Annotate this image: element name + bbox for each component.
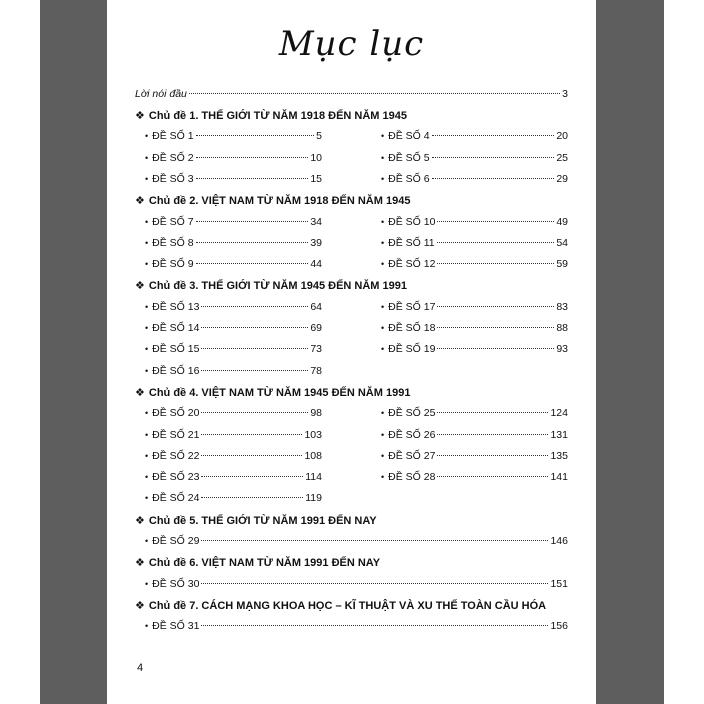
- toc-entry-page: 131: [550, 428, 568, 441]
- dot-leader: [201, 583, 548, 584]
- dot-leader: [196, 263, 309, 264]
- dot-leader: [432, 157, 555, 158]
- dot-leader: [201, 497, 303, 498]
- bullet-icon: •: [381, 450, 385, 461]
- bullet-icon: •: [381, 131, 385, 142]
- bullet-icon: •: [381, 259, 385, 270]
- dot-leader: [201, 327, 308, 328]
- dot-leader: [437, 263, 554, 264]
- bullet-icon: •: [145, 429, 149, 440]
- toc-topic-label: Chủ đề 1. THẾ GIỚI TỪ NĂM 1918 ĐẾN NĂM 1945: [148, 110, 407, 122]
- dot-leader: [437, 412, 548, 413]
- toc-entry[interactable]: [381, 450, 568, 462]
- bullet-icon: •: [145, 301, 149, 312]
- dot-leader: [437, 242, 555, 243]
- bullet-icon: •: [381, 323, 385, 333]
- toc-entry-label: ĐỀ SỐ 1: [152, 130, 194, 143]
- toc-entry-label: ĐỀ SỐ 23: [152, 471, 200, 484]
- bullet-icon: •: [381, 237, 385, 248]
- toc-topic-heading[interactable]: [135, 109, 407, 122]
- toc-entry-page: 64: [310, 300, 322, 313]
- toc-entry-label: ĐỀ SỐ 25: [388, 407, 436, 420]
- right-margin: [596, 0, 664, 704]
- toc-entry-page: 135: [550, 449, 568, 462]
- dot-leader: [437, 476, 548, 477]
- toc-topic-label: Chủ đề 7. CÁCH MẠNG KHOA HỌC – KĨ THUẬT VÀ XU THẾ TOÀN CẦU HÓA: [148, 599, 547, 612]
- toc-entry[interactable]: [381, 343, 568, 355]
- toc-entry[interactable]: [381, 152, 568, 164]
- toc-entry-page: 25: [556, 151, 568, 164]
- toc-entry-page: 15: [310, 172, 322, 185]
- toc-entry-page: 146: [550, 535, 568, 547]
- toc-entry[interactable]: [381, 301, 568, 313]
- bullet-icon: •: [381, 216, 385, 227]
- bullet-icon: •: [145, 323, 149, 333]
- toc-entry-label: ĐỀ SỐ 22: [152, 449, 200, 462]
- dot-leader: [432, 135, 555, 136]
- toc-entry[interactable]: [145, 216, 322, 228]
- dot-leader: [437, 327, 554, 328]
- toc-topic-label: Chủ đề 6. VIỆT NAM TỪ NĂM 1991 ĐẾN NAY: [148, 557, 381, 570]
- toc-topic-label: Chủ đề 5. THẾ GIỚI TỪ NĂM 1991 ĐẾN NAY: [148, 514, 377, 527]
- page-number: 4: [137, 662, 144, 674]
- diamond-bullet-icon: ❖: [135, 195, 145, 208]
- diamond-bullet-icon: ❖: [135, 110, 145, 122]
- dot-leader: [189, 93, 560, 94]
- bullet-icon: •: [145, 408, 149, 419]
- toc-entry-label: ĐỀ SỐ 31: [152, 620, 200, 633]
- toc-entry-page: 119: [305, 492, 322, 505]
- bullet-icon: •: [145, 237, 149, 248]
- toc-topic-label: Chủ đề 2. VIỆT NAM TỪ NĂM 1918 ĐẾN NĂM 1945: [148, 195, 411, 208]
- toc-entry-page: 114: [305, 471, 322, 484]
- toc-entry[interactable]: [381, 258, 568, 270]
- bullet-icon: •: [145, 259, 149, 270]
- toc-entry[interactable]: [145, 450, 322, 462]
- dot-leader: [196, 135, 315, 136]
- toc-entry-page: 34: [310, 215, 322, 228]
- toc-entry-label: ĐỀ SỐ 15: [152, 343, 200, 356]
- toc-entry-label: ĐỀ SỐ 26: [388, 428, 436, 441]
- toc-entry-page: 141: [550, 471, 568, 484]
- toc-topic-label: Chủ đề 4. VIỆT NAM TỪ NĂM 1945 ĐẾN NĂM 1991: [148, 386, 411, 399]
- book-page: [107, 0, 596, 704]
- toc-foreword-label: Lời nói đầu: [135, 88, 187, 100]
- toc-entry-page: 93: [556, 343, 568, 356]
- toc-entry-page: 5: [316, 130, 322, 143]
- toc-entry[interactable]: [145, 301, 322, 313]
- toc-entry[interactable]: [145, 535, 568, 547]
- toc-entry-label: ĐỀ SỐ 4: [388, 130, 430, 143]
- bullet-icon: •: [381, 429, 385, 440]
- bullet-icon: •: [145, 216, 149, 227]
- diamond-bullet-icon: ❖: [135, 514, 145, 527]
- bullet-icon: •: [145, 493, 149, 504]
- left-margin: [40, 0, 107, 704]
- toc-entry[interactable]: [381, 471, 568, 483]
- toc-entry-page: 103: [304, 428, 322, 441]
- toc-entry-label: ĐỀ SỐ 30: [152, 577, 200, 590]
- toc-entry[interactable]: [381, 130, 568, 142]
- toc-entry[interactable]: [381, 322, 568, 334]
- bullet-icon: •: [145, 152, 149, 163]
- toc-entry-label: ĐỀ SỐ 18: [388, 322, 436, 334]
- toc-entry[interactable]: [145, 620, 568, 632]
- toc-entry-page: 88: [556, 322, 568, 334]
- toc-topic-heading[interactable]: [135, 556, 380, 569]
- dot-leader: [196, 221, 309, 222]
- toc-topic-heading[interactable]: [135, 514, 377, 527]
- toc-entry-label: ĐỀ SỐ 5: [388, 151, 430, 164]
- bullet-icon: •: [381, 408, 385, 419]
- toc-entry-page: 54: [556, 236, 568, 249]
- toc-entry-label: ĐỀ SỐ 14: [152, 322, 200, 334]
- toc-entry[interactable]: [145, 407, 322, 419]
- toc-entry[interactable]: [381, 429, 568, 441]
- toc-foreword[interactable]: [135, 88, 568, 100]
- toc-entry-page: 83: [556, 300, 568, 313]
- toc-entry-label: ĐỀ SỐ 11: [388, 236, 435, 249]
- toc-entry-page: 10: [310, 151, 322, 164]
- dot-leader: [437, 455, 548, 456]
- bullet-icon: •: [145, 578, 149, 589]
- bullet-icon: •: [145, 472, 149, 483]
- toc-entry-label: ĐỀ SỐ 27: [388, 449, 436, 462]
- dot-leader: [201, 412, 308, 413]
- diamond-bullet-icon: ❖: [135, 280, 145, 293]
- toc-entry-label: ĐỀ SỐ 10: [388, 215, 436, 228]
- toc-entry[interactable]: [381, 216, 568, 228]
- bullet-icon: •: [145, 131, 149, 142]
- toc-entry[interactable]: [145, 130, 322, 142]
- toc-entry-label: ĐỀ SỐ 6: [388, 172, 430, 185]
- toc-entry-label: ĐỀ SỐ 7: [152, 215, 194, 228]
- bullet-icon: •: [145, 536, 149, 546]
- toc-entry[interactable]: [145, 365, 322, 377]
- dot-leader: [201, 455, 302, 456]
- dot-leader: [201, 306, 308, 307]
- dot-leader: [437, 434, 548, 435]
- toc-entry-page: 44: [310, 258, 322, 271]
- bullet-icon: •: [145, 450, 149, 461]
- toc-topic-heading[interactable]: [135, 194, 410, 207]
- toc-entry-label: ĐỀ SỐ 17: [388, 300, 436, 313]
- dot-leader: [196, 178, 309, 179]
- toc-topic-label: Chủ đề 3. THẾ GIỚI TỪ NĂM 1945 ĐẾN NĂM 1991: [148, 280, 407, 293]
- toc-entry-page: 156: [550, 620, 568, 633]
- toc-entry-page: 108: [304, 449, 322, 462]
- toc-entry[interactable]: [145, 237, 322, 249]
- page-title: Mục lục: [278, 24, 425, 64]
- toc-entry-page: 124: [550, 407, 568, 420]
- bullet-icon: •: [381, 472, 385, 483]
- diamond-bullet-icon: ❖: [135, 599, 145, 612]
- dot-leader: [201, 348, 308, 349]
- bullet-icon: •: [145, 173, 149, 184]
- bullet-icon: •: [381, 152, 385, 163]
- toc-entry-page: 49: [556, 215, 568, 228]
- toc-entry-label: ĐỀ SỐ 13: [152, 300, 200, 313]
- toc-topic-heading[interactable]: [135, 386, 410, 399]
- dot-leader: [437, 348, 554, 349]
- toc-entry[interactable]: [381, 173, 568, 185]
- dot-leader: [437, 306, 554, 307]
- dot-leader: [196, 242, 309, 243]
- toc-entry[interactable]: [145, 429, 322, 441]
- diamond-bullet-icon: ❖: [135, 557, 145, 570]
- toc-entry-label: ĐỀ SỐ 24: [152, 492, 200, 505]
- toc-entry-page: 69: [310, 322, 322, 334]
- toc-entry-page: 98: [310, 407, 322, 420]
- bullet-icon: •: [145, 621, 149, 632]
- toc-entry[interactable]: [145, 258, 322, 270]
- toc-entry-page: 73: [310, 343, 322, 356]
- toc-entry[interactable]: [381, 237, 568, 249]
- toc-entry-page: 151: [550, 577, 568, 590]
- toc-entry-page: 59: [556, 258, 568, 271]
- dot-leader: [201, 370, 308, 371]
- toc-entry-page: 20: [556, 130, 568, 143]
- toc-entry[interactable]: [145, 492, 322, 504]
- toc-entry[interactable]: [145, 471, 322, 483]
- toc-entry-label: ĐỀ SỐ 9: [152, 258, 194, 271]
- toc-topic-heading[interactable]: [135, 279, 407, 292]
- toc-entry-label: ĐỀ SỐ 3: [152, 172, 194, 185]
- dot-leader: [437, 221, 554, 222]
- toc-entry-page: 29: [556, 172, 568, 185]
- toc-entry[interactable]: [145, 343, 322, 355]
- dot-leader: [201, 434, 302, 435]
- bullet-icon: •: [145, 365, 149, 376]
- toc-entry[interactable]: [381, 407, 568, 419]
- toc-entry[interactable]: [145, 152, 322, 164]
- dot-leader: [201, 476, 303, 477]
- toc-entry-label: ĐỀ SỐ 2: [152, 151, 194, 164]
- toc-entry[interactable]: [145, 322, 322, 334]
- dot-leader: [201, 540, 548, 541]
- bullet-icon: •: [145, 344, 149, 355]
- toc-entry-label: ĐỀ SỐ 8: [152, 236, 194, 249]
- toc-entry-label: ĐỀ SỐ 16: [152, 364, 200, 377]
- toc-foreword-page: 3: [562, 88, 568, 100]
- bullet-icon: •: [381, 301, 385, 312]
- toc-entry[interactable]: [145, 578, 568, 590]
- toc-topic-heading[interactable]: [135, 599, 546, 612]
- dot-leader: [196, 157, 309, 158]
- toc-entry-label: ĐỀ SỐ 19: [388, 343, 436, 356]
- toc-entry-page: 78: [310, 364, 322, 377]
- diamond-bullet-icon: ❖: [135, 386, 145, 399]
- toc-entry-label: ĐỀ SỐ 20: [152, 407, 200, 420]
- toc-entry-label: ĐỀ SỐ 28: [388, 471, 436, 484]
- dot-leader: [432, 178, 555, 179]
- bullet-icon: •: [381, 173, 385, 184]
- toc-entry-label: ĐỀ SỐ 21: [152, 428, 200, 441]
- bullet-icon: •: [381, 344, 385, 355]
- toc-entry-page: 39: [310, 236, 322, 249]
- toc-entry-label: ĐỀ SỐ 12: [388, 258, 436, 271]
- toc-entry[interactable]: [145, 173, 322, 185]
- toc-entry-label: ĐỀ SỐ 29: [152, 535, 200, 547]
- dot-leader: [201, 625, 548, 626]
